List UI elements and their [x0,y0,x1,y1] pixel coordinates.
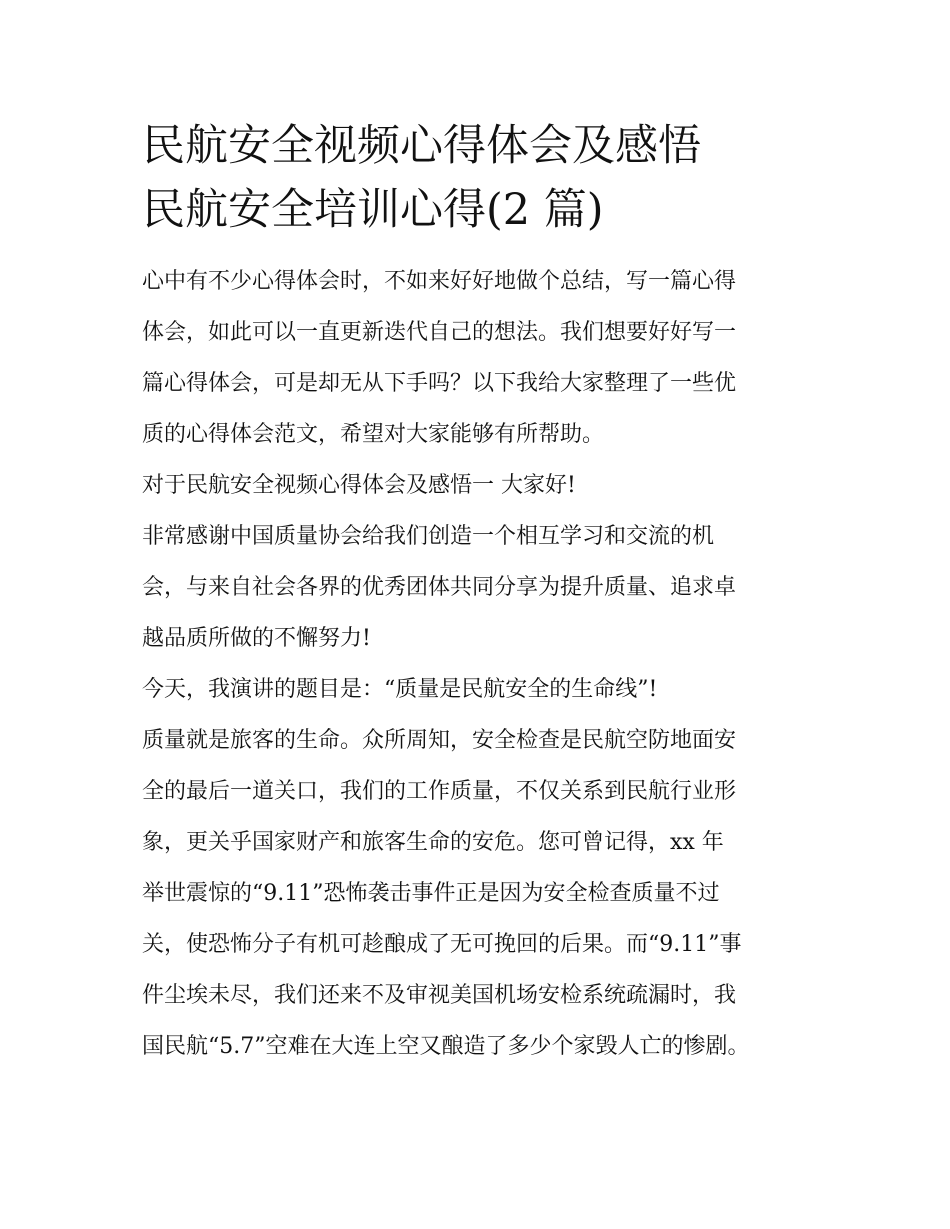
document-title [142,114,822,242]
document-page [142,114,822,1072]
text-line: 越品质所做的不懈努力! [142,626,371,651]
text-line: 象，更关乎国家财产和旅客生命的安危。您可曾记得，xx 年 [142,830,724,855]
paragraph-greeting [142,460,822,511]
text-line: 全的最后一道关口，我们的工作质量，不仅关系到民航行业形 [142,779,737,804]
title-line-2: 民航安全培训心得(2 篇) [142,185,604,235]
text-line: 对于民航安全视频心得体会及感悟一 大家好! [142,473,576,498]
text-line: 关，使恐怖分子有机可趁酿成了无可挽回的后果。而“9.11”事 [142,932,742,957]
text-line: 会，与来自社会各界的优秀团体共同分享为提升质量、追求卓 [142,575,737,600]
text-line: 质的心得体会范文，希望对大家能够有所帮助。 [142,422,605,447]
text-line: 非常感谢中国质量协会给我们创造一个相互学习和交流的机 [142,524,715,549]
text-line: 举世震惊的“9.11”恐怖袭击事件正是因为安全检查质量不过 [142,881,720,906]
paragraph-topic [142,664,822,715]
text-line: 质量就是旅客的生命。众所周知，安全检查是民航空防地面安 [142,728,737,753]
text-line: 今天，我演讲的题目是：“质量是民航安全的生命线”! [142,677,658,702]
text-line: 心中有不少心得体会时，不如来好好地做个总结，写一篇心得 [142,269,737,294]
text-line: 体会，如此可以一直更新迭代自己的想法。我们想要好好写一 [142,320,737,345]
text-line: 国民航“5.7”空难在大连上空又酿造了多少个家毁人亡的惨剧。 [142,1034,750,1059]
paragraph-thanks [142,511,822,664]
text-line: 件尘埃未尽，我们还来不及审视美国机场安检系统疏漏时，我 [142,983,737,1008]
paragraph-intro [142,256,822,460]
text-line: 篇心得体会，可是却无从下手吗？以下我给大家整理了一些优 [142,371,737,396]
title-line-1: 民航安全视频心得体会及感悟 [142,121,701,171]
paragraph-body [142,715,822,1072]
